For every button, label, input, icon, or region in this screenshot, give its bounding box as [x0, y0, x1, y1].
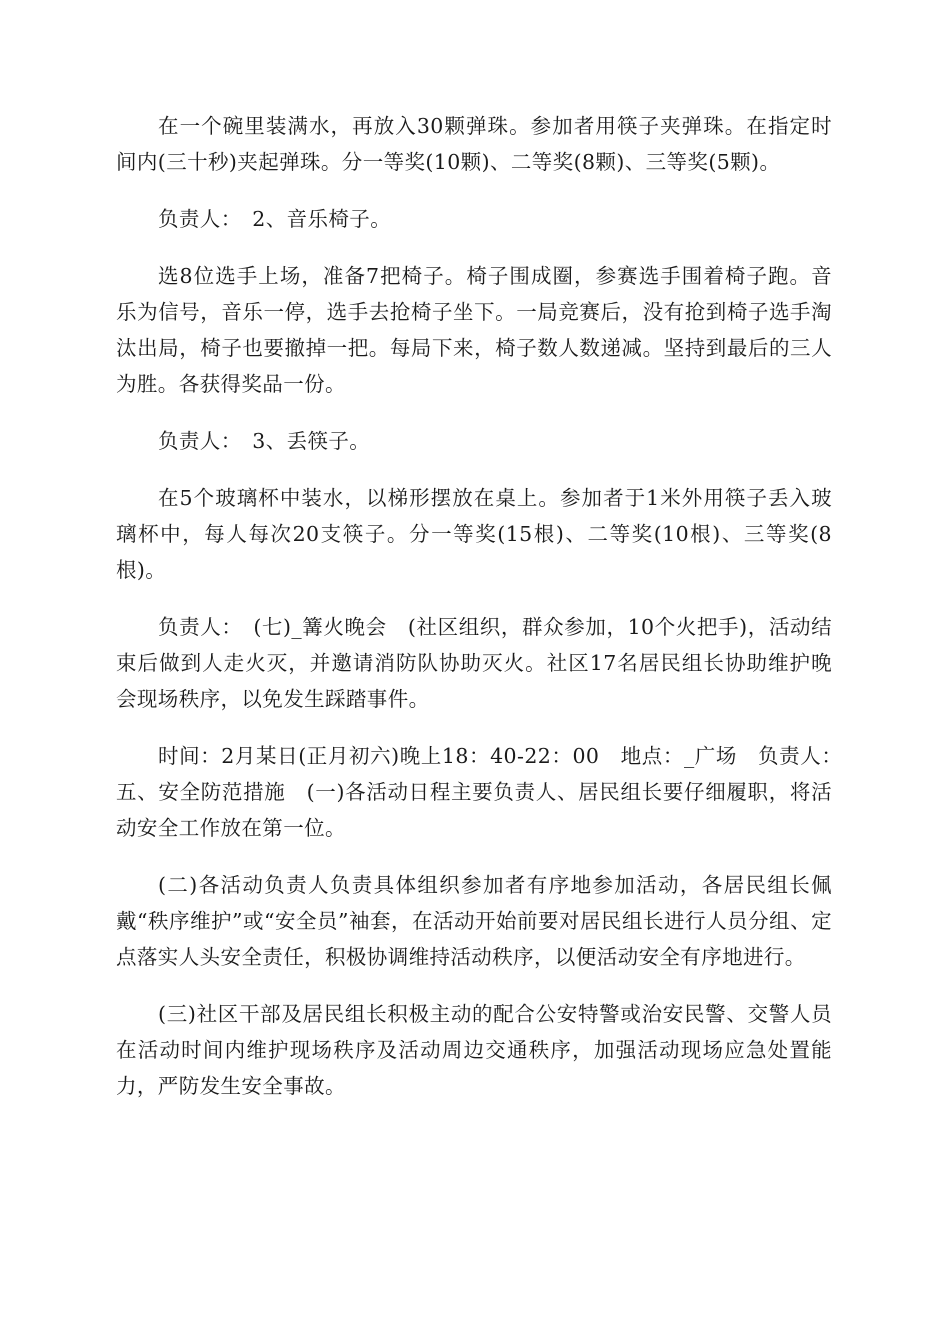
paragraph-bonfire-party: 负责人： (七)_篝火晚会 (社区组织，群众参加，10个火把手)，活动结束后做到人走火灭，并邀请消防队协助灭火。社区17名居民组长协助维护晚会现场秩序，以免发生踩踏事件。 [116, 615, 832, 711]
paragraph-time-location-safety: 时间：2月某日(正月初六)晚上18：40-22：00 地点：_广场 负责人： 五、安全防范措施 (一)各活动日程主要负责人、居民组长要仔细履职，将活动安全工作放在第一位。 [116, 744, 853, 840]
document-page [116, 108, 853, 1125]
paragraph-throw-chopsticks: 在5个玻璃杯中装水，以梯形摆放在桌上。参加者于1米外用筷子丢入玻璃杯中，每人每次20支筷子。分一等奖(15根)、二等奖(10根)、三等奖(8根)。 [116, 486, 832, 582]
paragraph-music-chairs: 选8位选手上场，准备7把椅子。椅子围成圈，参赛选手围着椅子跑。音乐为信号，音乐一停，选手去抢椅子坐下。一局竞赛后，没有抢到椅子选手淘汰出局，椅子也要撤掉一把。每局下来，椅子数人数递减。坚持到最后的三人为胜。各获得奖品一份。 [116, 264, 832, 396]
paragraph-marble-game: 在一个碗里装满水，再放入30颗弹珠。参加者用筷子夹弹珠。在指定时间内(三十秒)夹起弹珠。分一等奖(10颗)、二等奖(8颗)、三等奖(5颗)。 [116, 114, 832, 174]
paragraph-safety-measure-3: (三)社区干部及居民组长积极主动的配合公安特警或治安民警、交警人员在活动时间内维护现场秩序及活动周边交通秩序，加强活动现场应急处置能力，严防发生安全事故。 [116, 1002, 832, 1098]
paragraph-person-in-charge-throw-chopsticks: 负责人： 3、丢筷子。 [158, 429, 371, 453]
paragraph-person-in-charge-music-chairs: 负责人： 2、音乐椅子。 [158, 207, 392, 231]
paragraph-safety-measure-2: (二)各活动负责人负责具体组织参加者有序地参加活动，各居民组长佩戴“秩序维护”或“安全员”袖套，在活动开始前要对居民组长进行人员分组、定点落实人头安全责任，积极协调维持活动秩序，以便活动安全有序地进行。 [116, 873, 832, 969]
